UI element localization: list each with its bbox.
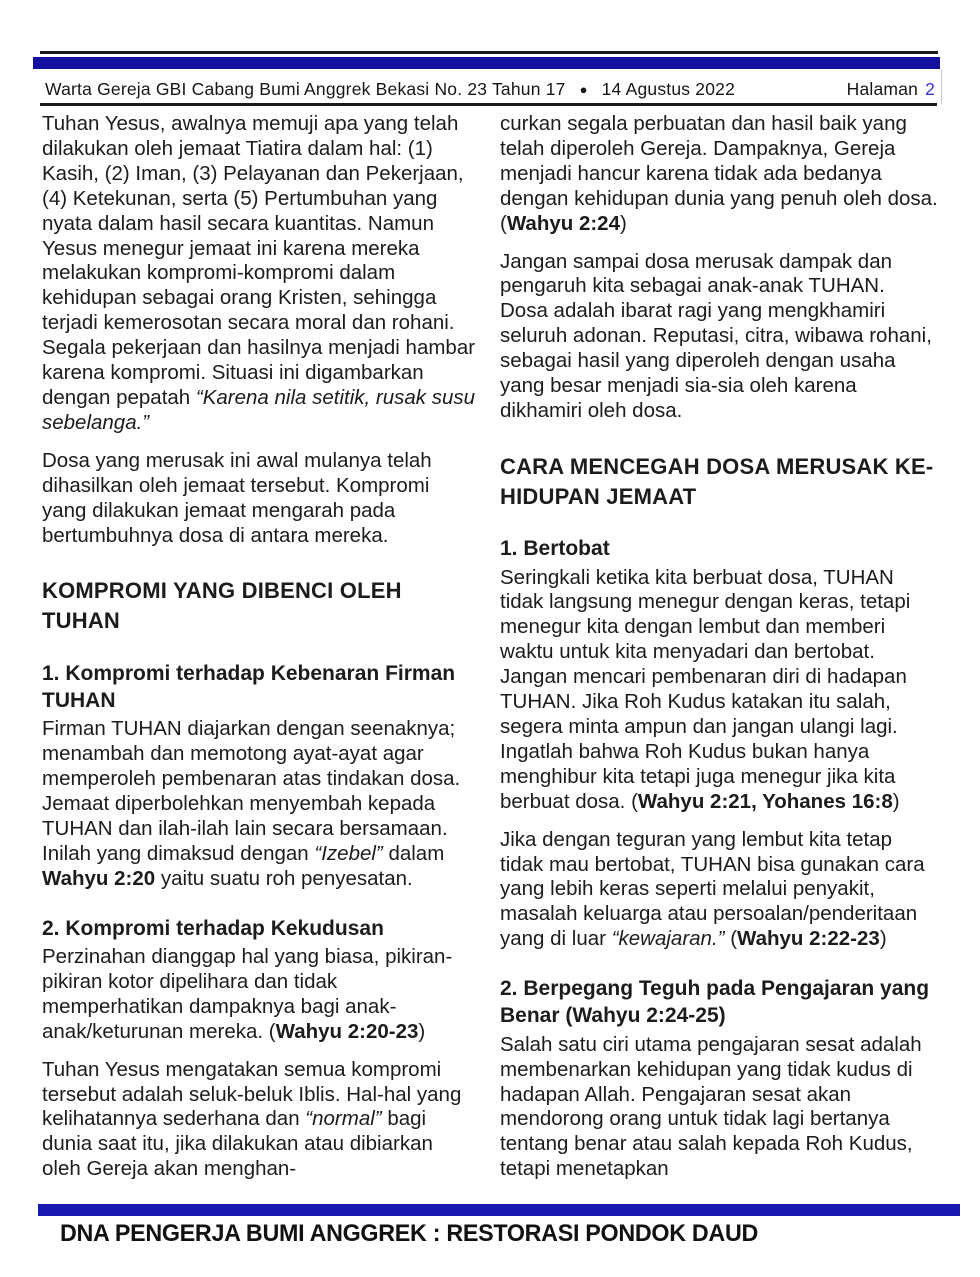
text-segment: Jangan sampai dosa merusak dampak dan pengaruh kita sebagai anak-anak TUHAN. Dosa adalah ibarat ragi yang mengkhamiri seluruh adonan. Reputasi, citra, wibawa rohani, sebagai hasil yang diperoleh dengan usaha yang besar menjadi sia-sia oleh karena dikhamiri oleh dosa. [500,249,932,422]
text-segment: ) [418,1019,426,1043]
masthead [45,76,935,102]
text-segment: curkan segala perbuatan dan hasil baik yang telah diperoleh Gereja. Dampaknya, Gereja menjadi hancur karena tidak ada bedanya dengan kehidupan dunia yang penuh oleh dosa. ( [500,112,938,235]
footer-navy-bar [38,1204,960,1216]
paragraph [500,566,938,815]
text-segment: Tuhan Yesus, awalnya memuji apa yang telah dilakukan oleh jemaat Tiatira dalam hal: (1) Kasih, (2) Iman, (3) Pelayanan dan Pekerjaan, (4) Ketekunan, serta (5) Pertumbuhan yang nyata dalam hasil secara kuantitas. Namun Yesus menegur jemaat ini karena mereka melakukan kompromi-kompromi dalam kehidupan sebagai orang Kristen, sehingga terjadi kemerosotan secara moral dan rohani. Segala pekerjaan dan hasilnya menjadi hambar karena kompromi. Situasi ini digambarkan dengan pepatah [42,112,476,409]
text-segment: ) [879,927,887,951]
header-bottom-rule [40,103,937,106]
paragraph [42,449,476,549]
paragraph [500,250,938,424]
subheading [500,535,938,562]
text-segment: Wahyu 2:20 [42,866,156,890]
text-segment: CARA MENCEGAH DOSA MERUSAK KE-HIDUPAN JEMAAT [500,453,934,509]
text-segment: 1. Bertobat [500,537,610,561]
paragraph [42,112,476,436]
text-segment: ) [620,211,627,235]
text-segment: Wahyu 2:22-23 [737,927,880,951]
left-column [42,112,476,1202]
section-heading [42,576,476,635]
paragraph [42,717,476,891]
page-label: Halaman [846,78,919,99]
text-segment: bagi dunia saat itu, jika dilakukan atau dibiarkan oleh Gereja akan menghan- [42,1107,433,1181]
paragraph [500,1033,938,1182]
text-segment: Firman TUHAN diajarkan dengan seenaknya; menambah dan memotong ayat-ayat agar memperoleh pembenaran atas tindakan dosa. Jemaat diperbolehkan menyembah kepada TUHAN dan ilah-ilah lain secara bersamaan. Inilah yang dimaksud dengan [42,717,461,865]
subheading [42,660,476,715]
page-number: 2 [925,78,935,99]
subheading [42,915,476,942]
text-segment: KOMPROMI YANG DIBENCI OLEH TUHAN [42,578,402,634]
bullet-separator-icon: ● [579,81,588,97]
text-segment: Wahyu 2:21, Yohanes 16:8 [637,789,893,813]
text-segment: “normal” [305,1107,388,1131]
right-column [500,112,938,1202]
issue-date: 14 Agustus 2022 [601,78,736,99]
text-segment: ( [730,927,738,951]
scan-artifact-line [941,70,942,104]
section-heading [500,452,938,511]
top-navy-bar [33,57,940,69]
text-segment: “Karena nila setitik, rusak susu sebelanga.” [42,385,476,434]
text-segment: yaitu suatu roh penyesatan. [155,866,413,890]
article-body [42,112,938,1202]
text-segment: 1. Kompromi terhadap Kebenaran Firman TUHAN [42,661,456,713]
text-segment: Jika dengan teguran yang lembut kita tetap tidak mau bertobat, TUHAN bisa gunakan cara yang lebih keras seperti melalui penyakit, masalah keluarga atau persoalan/penderitaan yang di luar [500,827,925,951]
paragraph [42,1058,476,1183]
text-segment: Dosa yang merusak ini awal mulanya telah dihasilkan oleh jemaat tersebut. Kompromi yang dilakukan jemaat mengarah pada bertumbuhnya dosa di antara mereka. [42,448,432,547]
paragraph [42,945,476,1045]
paragraph [500,112,938,237]
text-segment: Tuhan Yesus mengatakan semua kompromi tersebut adalah seluk-beluk Iblis. Hal-hal yang kelihatannya sederhana dan [42,1057,462,1131]
text-segment: dalam [388,841,445,865]
text-segment: ) [892,789,900,813]
text-segment: 2. Kompromi terhadap Kekudusan [42,916,384,940]
text-segment: Perzinahan dianggap hal yang biasa, pikiran-pikiran kotor dipelihara dan tidak memperhatikan dampaknya bagi anak-anak/keturunan mereka. ( [42,945,453,1043]
text-segment: Wahyu 2:24 [506,211,620,235]
masthead-left [45,79,735,100]
text-segment: Salah satu ciri utama pengajaran sesat adalah membenarkan kehidupan yang tidak kudus di hadapan Allah. Pengajaran sesat akan mendorong orang untuk tidak lagi bertanya tentang benar atau salah kepada Roh Kudus, tetapi menetapkan [500,1032,922,1181]
page-indicator [847,79,935,100]
text-segment: “kewajaran.” [611,927,731,951]
footer-banner-text: DNA PENGERJA BUMI ANGGREK : RESTORASI PONDOK DAUD [60,1220,758,1247]
paragraph [500,828,938,953]
text-segment: Seringkali ketika kita berbuat dosa, TUHAN tidak langsung menegur dengan keras, tetapi menegur kita dengan lembut dan memberi waktu untuk kita menyadari dan bertobat. Jangan mencari pembenaran diri di hadapan TUHAN. Jika Roh Kudus katakan itu salah, segera minta ampun dan jangan ulangi lagi. Ingatlah bahwa Roh Kudus bukan hanya menghibur kita tetapi juga menegur jika kita berbuat dosa. ( [500,565,911,813]
subheading [500,975,938,1030]
text-segment: Wahyu 2:20-23 [275,1019,419,1043]
text-segment: 2. Berpegang Teguh pada Pengajaran yang Benar (Wahyu 2:24-25) [500,977,930,1028]
newsletter-title: Warta Gereja GBI Cabang Bumi Anggrek Bekasi No. 23 Tahun 17 [45,78,566,99]
text-segment: “Izebel” [314,841,389,865]
top-thin-rule [40,51,938,54]
